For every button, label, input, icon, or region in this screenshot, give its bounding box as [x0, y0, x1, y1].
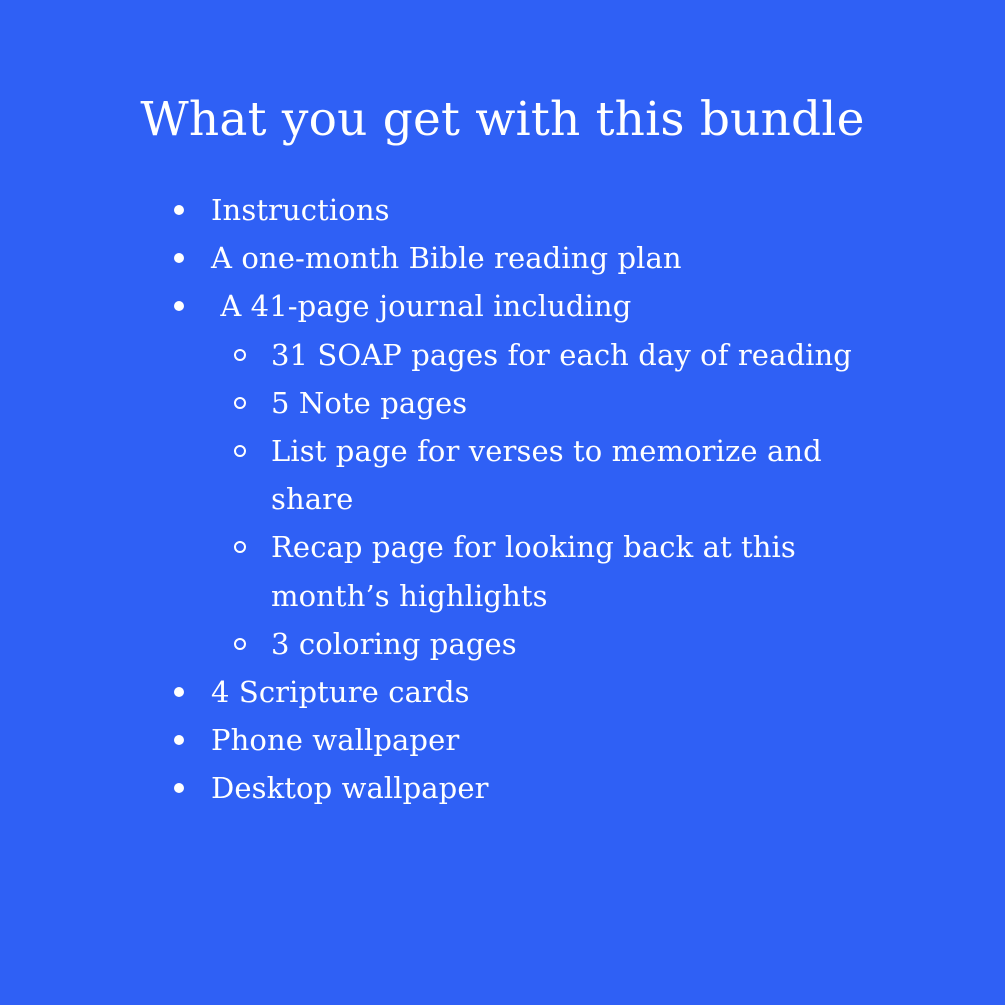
list-item — [211, 764, 911, 812]
sub-list-item-label: 3 coloring pages — [271, 626, 517, 661]
sub-list-item — [271, 379, 881, 427]
sub-list-item-label: Recap page for looking back at this month’s highlights — [271, 530, 796, 613]
bullet-dot-icon — [174, 687, 184, 697]
sub-list-item — [271, 331, 881, 379]
bullet-dot-icon — [174, 205, 184, 215]
sub-list-item-label: 31 SOAP pages for each day of reading — [271, 337, 852, 372]
list-item — [211, 716, 911, 764]
list-item-label: Desktop wallpaper — [211, 771, 489, 806]
list-item-label: Instructions — [211, 193, 390, 227]
bullet-dot-icon — [174, 253, 184, 263]
list-item-label: A one-month Bible reading plan — [211, 241, 682, 276]
bullet-dot-icon — [174, 783, 184, 793]
journal-contents-sublist — [271, 331, 881, 668]
bullet-ring-icon — [234, 349, 246, 361]
bullet-ring-icon — [234, 541, 246, 553]
list-item — [211, 234, 911, 282]
sub-list-item-label: 5 Note pages — [271, 385, 468, 420]
list-item — [211, 282, 911, 668]
sub-list-item — [271, 523, 881, 619]
bullet-dot-icon — [174, 301, 184, 311]
list-item-label: 4 Scripture cards — [211, 675, 470, 710]
sub-list-item-label: List page for verses to memorize and share — [271, 434, 822, 517]
bullet-ring-icon — [234, 445, 246, 457]
sub-list-item — [271, 427, 881, 523]
sub-list-item — [271, 620, 881, 668]
list-item — [211, 668, 911, 716]
bullet-ring-icon — [234, 638, 246, 650]
bullet-ring-icon — [234, 397, 246, 409]
bullet-dot-icon — [174, 735, 184, 745]
list-item — [211, 186, 911, 234]
page-title: What you get with this bundle — [140, 92, 865, 147]
bundle-contents-list — [211, 186, 911, 813]
list-item-label: Phone wallpaper — [211, 723, 460, 758]
list-item-label: A 41-page journal including — [211, 289, 632, 324]
